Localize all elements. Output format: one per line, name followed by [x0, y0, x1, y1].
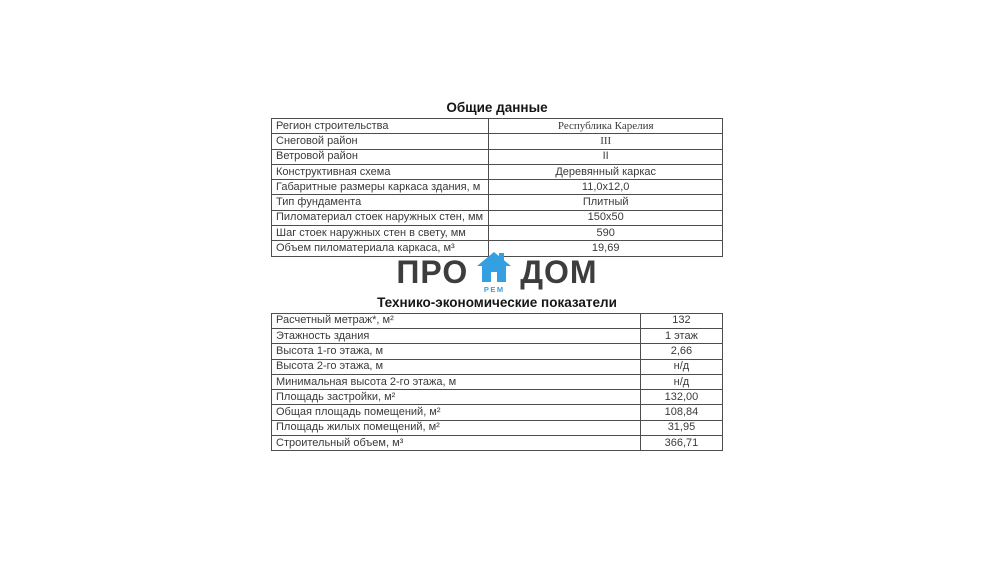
row-label: Высота 2-го этажа, м [272, 359, 641, 374]
row-label: Минимальная высота 2-го этажа, м [272, 374, 641, 389]
table-row [272, 119, 723, 134]
row-label: Общая площадь помещений, м² [272, 405, 641, 420]
table-row [272, 149, 723, 164]
row-value: Плитный [489, 195, 723, 210]
table-row [272, 359, 723, 374]
row-value: Республика Карелия [489, 119, 723, 134]
table-row [272, 195, 723, 210]
row-value: 366,71 [640, 436, 722, 451]
house-icon [477, 252, 511, 287]
tech-table-title: Технико-экономические показатели [377, 294, 617, 310]
row-value: 132 [640, 313, 722, 328]
row-value: 31,95 [640, 420, 722, 435]
document-content [271, 100, 723, 451]
row-label: Габаритные размеры каркаса здания, м [272, 180, 489, 195]
row-label: Шаг стоек наружных стен в свету, мм [272, 226, 489, 241]
row-value: II [489, 149, 723, 164]
row-label: Этажность здания [272, 328, 641, 343]
row-label: Регион строительства [272, 119, 489, 134]
row-value: 108,84 [640, 405, 722, 420]
row-label: Конструктивная схема [272, 164, 489, 179]
table-row [272, 313, 723, 328]
table-row [272, 226, 723, 241]
table-row [272, 180, 723, 195]
table-row [272, 210, 723, 225]
table-row [272, 134, 723, 149]
table-row [272, 436, 723, 451]
row-label: Ветровой район [272, 149, 489, 164]
logo-subtext-rem: РЕМ [483, 285, 505, 295]
logo [271, 251, 723, 293]
row-label: Площадь жилых помещений, м² [272, 420, 641, 435]
tech-data-table [271, 313, 723, 452]
row-label: Снеговой район [272, 134, 489, 149]
row-label: Строительный объем, м³ [272, 436, 641, 451]
row-value: Деревянный каркас [489, 164, 723, 179]
table-row [272, 328, 723, 343]
row-value: 590 [489, 226, 723, 241]
row-value: н/д [640, 359, 722, 374]
row-value: 132,00 [640, 390, 722, 405]
row-label: Высота 1-го этажа, м [272, 344, 641, 359]
row-value: 11,0x12,0 [489, 180, 723, 195]
row-label: Тип фундамента [272, 195, 489, 210]
general-data-table [271, 118, 723, 257]
table-row [272, 420, 723, 435]
table-row [272, 344, 723, 359]
row-value: 19,69 [489, 241, 723, 256]
row-value: н/д [640, 374, 722, 389]
row-label: Расчетный метраж*, м² [272, 313, 641, 328]
table-row [272, 164, 723, 179]
row-label: Площадь застройки, м² [272, 390, 641, 405]
table-row [272, 374, 723, 389]
row-value: 2,66 [640, 344, 722, 359]
row-label: Объем пиломатериала каркаса, м³ [272, 241, 489, 256]
row-value: 1 этаж [640, 328, 722, 343]
table-row [272, 390, 723, 405]
logo-text-pro: ПРО [396, 253, 469, 290]
general-table-title: Общие данные [446, 100, 548, 115]
logo-text-dom: ДОМ [520, 253, 598, 290]
row-value: III [489, 134, 723, 149]
table-row [272, 405, 723, 420]
row-value: 150x50 [489, 210, 723, 225]
row-label: Пиломатериал стоек наружных стен, мм [272, 210, 489, 225]
